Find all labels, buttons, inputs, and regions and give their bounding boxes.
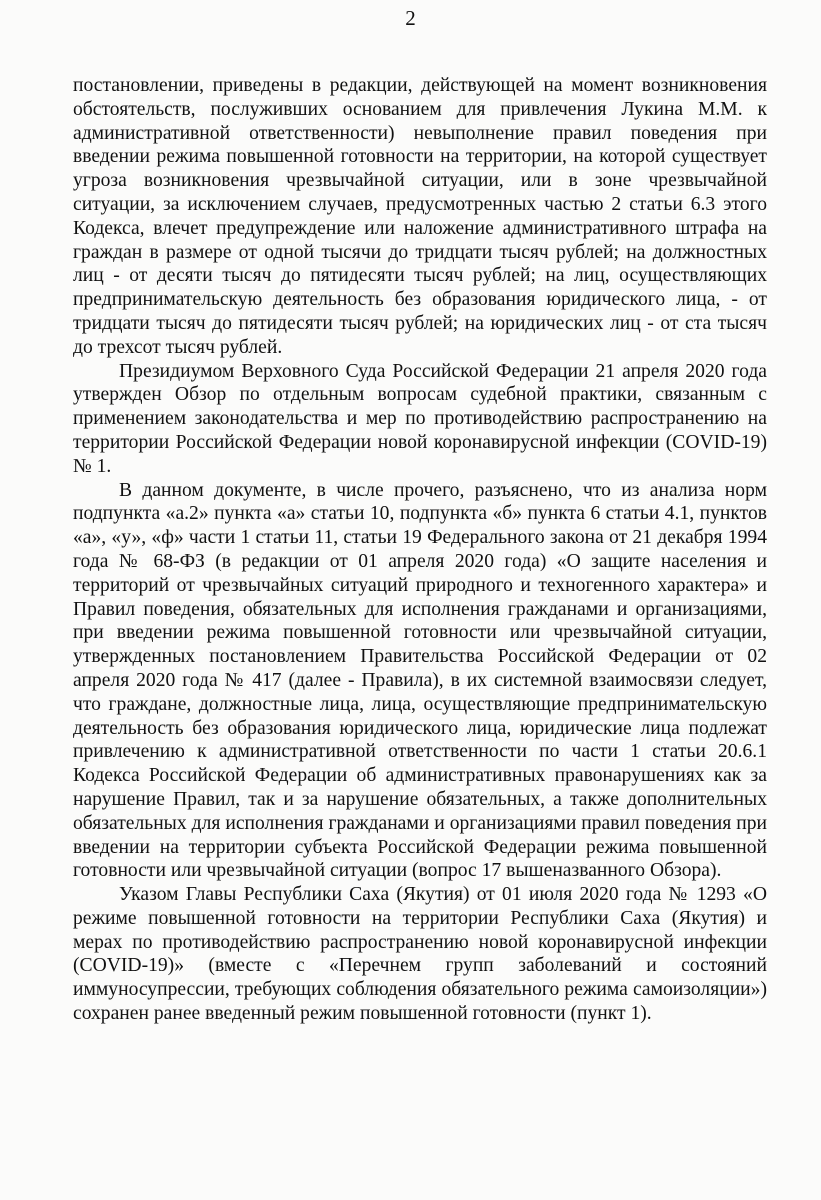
page-number: 2 [405, 6, 416, 30]
paragraph-supreme-court-review: Президиумом Верховного Суда Российской Федерации 21 апреля 2020 года утвержден Обзор по отдельным вопросам судебной практики, связанным с применением законодательства и мер по противодействию распространению на территории Российской Федерации новой коронавирусной инфекции (COVID-19) № 1. [73, 360, 767, 477]
paragraph-yakutia-decree: Указом Главы Республики Саха (Якутия) от 01 июля 2020 года № 1293 «О режиме повышенной готовности на территории Республики Саха (Якутия) и мерах по противодействию распространению новой коронавирусной инфекции (COVID-19)» (вместе с «Перечнем групп заболеваний и состояний иммуносупрессии, требующих соблюдения обязательного режима самоизоляции») сохранен ранее введенный режим повышенной готовности (пункт 1). [73, 884, 767, 1025]
document-body [73, 74, 767, 1026]
paragraph-document-clarification: В данном документе, в числе прочего, разъяснено, что из анализа норм подпункта «а.2» пункта «а» статьи 10, подпункта «б» пункта 6 статьи 4.1, пунктов «а», «у», «ф» части 1 статьи 11, статьи 19 Федерального закона от 21 декабря 1994 года № 68-ФЗ (в редакции от 01 апреля 2020 года) «О защите населения и территорий от чрезвычайных ситуаций природного и техногенного характера» и Правил поведения, обязательных для исполнения гражданами и организациями, при введении режима повышенной готовности или чрезвычайной ситуации, утвержденных постановлением Правительства Российской Федерации от 02 апреля 2020 года № 417 (далее - Правила), в их системной взаимосвязи следует, что граждане, должностные лица, лица, осуществляющие предпринимательскую деятельность без образования юридического лица, юридические лица подлежат привлечению к административной ответственности по части 1 статьи 20.6.1 Кодекса Российской Федерации об административных правонарушениях как за нарушение Правил, так и за нарушение обязательных, а также дополнительных обязательных для исполнения гражданами и организациями правил поведения при введении на территории субъекта Российской Федерации режима повышенной готовности или чрезвычайной ситуации (вопрос 17 вышеназванного Обзора). [73, 479, 767, 882]
paragraph-continuation: постановлении, приведены в редакции, действующей на момент возникновения обстоятельств, послуживших основанием для привлечения Лукина М.М. к административной ответственности) невыполнение правил поведения при введении режима повышенной готовности на территории, на которой существует угроза возникновения чрезвычайной ситуации, или в зоне чрезвычайной ситуации, за исключением случаев, предусмотренных частью 2 статьи 6.3 этого Кодекса, влечет предупреждение или наложение административного штрафа на граждан в размере от одной тысячи до тридцати тысяч рублей; на должностных лиц - от десяти тысяч до пятидесяти тысяч рублей; на лиц, осуществляющих предпринимательскую деятельность без образования юридического лица, - от тридцати тысяч до пятидесяти тысяч рублей; на юридических лиц - от ста тысяч до трехсот тысяч рублей. [73, 75, 767, 358]
